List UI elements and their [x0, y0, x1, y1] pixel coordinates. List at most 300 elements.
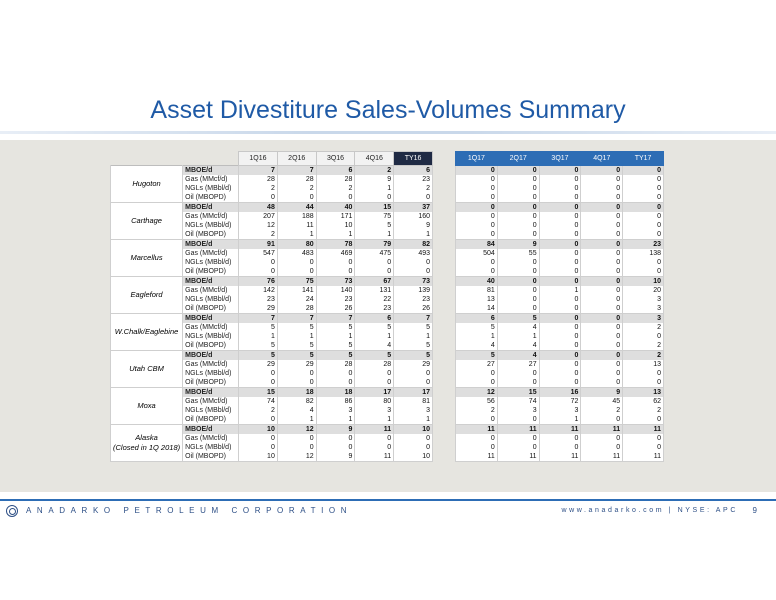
value-cell-2016: 7	[394, 314, 433, 324]
value-cell-2016: 131	[355, 286, 394, 295]
table-row	[111, 314, 433, 324]
value-cell-2017: 13	[456, 295, 498, 304]
table-row	[111, 351, 433, 361]
table-row	[456, 397, 664, 406]
asset-name-cell	[111, 166, 183, 203]
value-cell-2017: 1	[456, 332, 498, 341]
value-cell-2016: 1	[394, 415, 433, 425]
value-cell-2017: 11	[623, 452, 664, 462]
value-cell-2016: 0	[355, 193, 394, 203]
value-cell-2016: 6	[355, 314, 394, 324]
value-cell-2017: 62	[623, 397, 664, 406]
value-cell-2016: 5	[316, 323, 355, 332]
value-cell-2016: 5	[316, 351, 355, 361]
table-row	[456, 286, 664, 295]
value-cell-2017: 0	[581, 249, 623, 258]
value-cell-2017: 0	[539, 378, 581, 388]
value-cell-2017: 20	[623, 286, 664, 295]
metric-label: Gas (MMcf/d)	[183, 286, 239, 295]
metric-label: MBOE/d	[183, 314, 239, 324]
value-cell-2016: 5	[239, 323, 278, 332]
value-cell-2017: 0	[497, 369, 539, 378]
value-cell-2017: 0	[456, 221, 498, 230]
table-row	[456, 193, 664, 203]
value-cell-2016: 11	[355, 425, 394, 435]
value-cell-2017: 0	[539, 295, 581, 304]
value-cell-2017: 4	[497, 341, 539, 351]
value-cell-2016: 0	[394, 434, 433, 443]
value-cell-2016: 28	[277, 304, 316, 314]
value-cell-2017: 0	[539, 277, 581, 287]
value-cell-2017: 0	[497, 212, 539, 221]
value-cell-2016: 10	[239, 425, 278, 435]
value-cell-2016: 75	[277, 277, 316, 287]
value-cell-2016: 29	[394, 360, 433, 369]
value-cell-2016: 86	[316, 397, 355, 406]
asset-name: Moxa	[137, 401, 156, 410]
value-cell-2017: 13	[623, 388, 664, 398]
value-cell-2017: 0	[539, 323, 581, 332]
value-cell-2016: 0	[239, 258, 278, 267]
value-cell-2017: 0	[456, 369, 498, 378]
asset-name-cell	[111, 351, 183, 388]
footer-rule	[0, 499, 776, 501]
value-cell-2016: 23	[355, 304, 394, 314]
value-cell-2017: 0	[539, 443, 581, 452]
value-cell-2017: 27	[497, 360, 539, 369]
value-cell-2016: 28	[239, 175, 278, 184]
value-cell-2017: 3	[623, 304, 664, 314]
value-cell-2017: 0	[581, 267, 623, 277]
value-cell-2016: 9	[316, 452, 355, 462]
metric-label: MBOE/d	[183, 388, 239, 398]
value-cell-2016: 3	[316, 406, 355, 415]
value-cell-2017: 0	[623, 221, 664, 230]
asset-name: Marcellus	[130, 253, 163, 262]
value-cell-2016: 0	[277, 193, 316, 203]
value-cell-2017: 11	[497, 452, 539, 462]
value-cell-2017: 0	[623, 203, 664, 213]
value-cell-2017: 0	[497, 203, 539, 213]
value-cell-2017: 0	[539, 360, 581, 369]
value-cell-2017: 3	[623, 314, 664, 324]
metric-label: Oil (MBOPD)	[183, 267, 239, 277]
metric-label: Gas (MMcf/d)	[183, 397, 239, 406]
value-cell-2016: 2	[239, 184, 278, 193]
value-cell-2017: 0	[581, 193, 623, 203]
value-cell-2017: 0	[623, 415, 664, 425]
value-cell-2016: 2	[239, 230, 278, 240]
metric-label: NGLs (MBbl/d)	[183, 295, 239, 304]
value-cell-2016: 28	[277, 175, 316, 184]
value-cell-2017: 0	[539, 230, 581, 240]
metric-label: Gas (MMcf/d)	[183, 175, 239, 184]
value-cell-2016: 0	[239, 193, 278, 203]
value-cell-2016: 1	[316, 332, 355, 341]
value-cell-2016: 80	[277, 240, 316, 250]
value-cell-2017: 15	[497, 388, 539, 398]
value-cell-2017: 11	[456, 452, 498, 462]
value-cell-2017: 0	[497, 295, 539, 304]
metric-label: NGLs (MBbl/d)	[183, 221, 239, 230]
metric-label: NGLs (MBbl/d)	[183, 406, 239, 415]
value-cell-2017: 0	[581, 434, 623, 443]
value-cell-2016: 483	[277, 249, 316, 258]
value-cell-2016: 15	[355, 203, 394, 213]
value-cell-2016: 1	[277, 230, 316, 240]
value-cell-2017: 0	[623, 193, 664, 203]
value-cell-2016: 1	[355, 184, 394, 193]
col-header-3q17: 3Q17	[539, 152, 581, 166]
metric-label: MBOE/d	[183, 425, 239, 435]
value-cell-2017: 0	[623, 369, 664, 378]
value-cell-2017: 81	[456, 286, 498, 295]
table-row	[456, 249, 664, 258]
value-cell-2016: 5	[277, 341, 316, 351]
value-cell-2016: 160	[394, 212, 433, 221]
value-cell-2017: 84	[456, 240, 498, 250]
value-cell-2017: 0	[581, 304, 623, 314]
value-cell-2016: 5	[277, 323, 316, 332]
value-cell-2016: 76	[239, 277, 278, 287]
value-cell-2017: 0	[456, 212, 498, 221]
value-cell-2016: 139	[394, 286, 433, 295]
value-cell-2016: 73	[394, 277, 433, 287]
slide-title: Asset Divestiture Sales-Volumes Summary	[150, 96, 626, 124]
value-cell-2017: 0	[623, 258, 664, 267]
table-row	[111, 277, 433, 287]
value-cell-2017: 0	[497, 267, 539, 277]
value-cell-2017: 0	[581, 166, 623, 176]
value-cell-2016: 40	[316, 203, 355, 213]
asset-note: (Closed in 1Q 2018)	[113, 443, 181, 452]
metric-label: MBOE/d	[183, 277, 239, 287]
value-cell-2017: 74	[497, 397, 539, 406]
table-row	[456, 175, 664, 184]
asset-name: Hugoton	[132, 179, 161, 188]
value-cell-2016: 29	[277, 360, 316, 369]
value-cell-2016: 0	[355, 369, 394, 378]
value-cell-2017: 0	[581, 332, 623, 341]
title-underline	[0, 131, 776, 134]
value-cell-2017: 0	[623, 184, 664, 193]
metric-label: Oil (MBOPD)	[183, 452, 239, 462]
col-header-1q16: 1Q16	[239, 152, 278, 166]
value-cell-2017: 0	[581, 360, 623, 369]
col-header-3q16: 3Q16	[316, 152, 355, 166]
value-cell-2016: 0	[239, 434, 278, 443]
value-cell-2017: 0	[456, 175, 498, 184]
col-header-4q16: 4Q16	[355, 152, 394, 166]
table-row	[456, 267, 664, 277]
value-cell-2017: 0	[581, 258, 623, 267]
value-cell-2017: 0	[623, 166, 664, 176]
asset-name: Carthage	[131, 216, 162, 225]
value-cell-2016: 0	[316, 258, 355, 267]
value-cell-2016: 29	[239, 360, 278, 369]
value-cell-2017: 0	[623, 378, 664, 388]
value-cell-2016: 0	[239, 378, 278, 388]
metric-label: Gas (MMcf/d)	[183, 323, 239, 332]
metric-label: NGLs (MBbl/d)	[183, 443, 239, 452]
value-cell-2016: 73	[316, 277, 355, 287]
asset-name-cell	[111, 425, 183, 462]
metric-label: NGLs (MBbl/d)	[183, 184, 239, 193]
asset-name: Eagleford	[130, 290, 163, 299]
metric-label: Oil (MBOPD)	[183, 304, 239, 314]
table-row	[456, 332, 664, 341]
value-cell-2016: 5	[355, 351, 394, 361]
value-cell-2017: 3	[623, 295, 664, 304]
value-cell-2017: 11	[497, 425, 539, 435]
value-cell-2017: 1	[539, 415, 581, 425]
table-row	[456, 452, 664, 462]
value-cell-2016: 10	[316, 221, 355, 230]
value-cell-2016: 5	[355, 323, 394, 332]
metric-label: MBOE/d	[183, 240, 239, 250]
value-cell-2017: 0	[456, 415, 498, 425]
value-cell-2017: 0	[497, 166, 539, 176]
value-cell-2016: 15	[239, 388, 278, 398]
value-cell-2016: 3	[355, 406, 394, 415]
value-cell-2016: 0	[316, 434, 355, 443]
value-cell-2017: 0	[539, 221, 581, 230]
value-cell-2016: 11	[355, 452, 394, 462]
value-cell-2016: 4	[355, 341, 394, 351]
table-row	[111, 425, 433, 435]
table-row	[456, 369, 664, 378]
value-cell-2016: 17	[394, 388, 433, 398]
value-cell-2017: 11	[623, 425, 664, 435]
value-cell-2017: 0	[497, 434, 539, 443]
value-cell-2017: 0	[581, 443, 623, 452]
value-cell-2016: 0	[355, 267, 394, 277]
value-cell-2016: 0	[316, 193, 355, 203]
metric-label: Gas (MMcf/d)	[183, 249, 239, 258]
value-cell-2017: 0	[539, 240, 581, 250]
value-cell-2016: 28	[355, 360, 394, 369]
value-cell-2016: 0	[394, 369, 433, 378]
table-row	[456, 184, 664, 193]
col-header-1q17: 1Q17	[456, 152, 498, 166]
value-cell-2017: 40	[456, 277, 498, 287]
table-row	[456, 341, 664, 351]
value-cell-2017: 72	[539, 397, 581, 406]
table-row	[456, 351, 664, 361]
value-cell-2017: 3	[497, 406, 539, 415]
value-cell-2017: 0	[456, 193, 498, 203]
value-cell-2016: 44	[277, 203, 316, 213]
value-cell-2016: 1	[316, 230, 355, 240]
value-cell-2016: 0	[316, 267, 355, 277]
asset-name-cell	[111, 314, 183, 351]
value-cell-2016: 0	[277, 434, 316, 443]
value-cell-2017: 4	[456, 341, 498, 351]
value-cell-2016: 91	[239, 240, 278, 250]
value-cell-2016: 2	[277, 184, 316, 193]
value-cell-2016: 23	[394, 295, 433, 304]
value-cell-2016: 18	[316, 388, 355, 398]
value-cell-2017: 9	[581, 388, 623, 398]
value-cell-2017: 0	[539, 369, 581, 378]
value-cell-2017: 0	[539, 267, 581, 277]
value-cell-2016: 2	[239, 406, 278, 415]
value-cell-2017: 16	[539, 388, 581, 398]
metric-label: Oil (MBOPD)	[183, 378, 239, 388]
value-cell-2016: 10	[394, 452, 433, 462]
value-cell-2017: 2	[581, 406, 623, 415]
table-row	[456, 360, 664, 369]
value-cell-2017: 2	[623, 341, 664, 351]
value-cell-2016: 12	[239, 221, 278, 230]
table-row	[456, 415, 664, 425]
value-cell-2017: 0	[581, 221, 623, 230]
table-row	[456, 314, 664, 324]
value-cell-2017: 11	[539, 452, 581, 462]
value-cell-2016: 140	[316, 286, 355, 295]
value-cell-2016: 6	[316, 166, 355, 176]
value-cell-2016: 0	[355, 434, 394, 443]
asset-name: W.Chalk/Eaglebine	[114, 327, 179, 336]
value-cell-2017: 0	[539, 203, 581, 213]
value-cell-2016: 74	[239, 397, 278, 406]
table-row	[456, 277, 664, 287]
asset-name: Utah CBM	[129, 364, 164, 373]
table-row	[456, 304, 664, 314]
col-header-4q17: 4Q17	[581, 152, 623, 166]
value-cell-2017: 0	[539, 304, 581, 314]
header-row-2016	[111, 152, 433, 166]
value-cell-2017: 0	[497, 221, 539, 230]
value-cell-2016: 0	[239, 415, 278, 425]
value-cell-2016: 0	[355, 378, 394, 388]
table-row	[456, 323, 664, 332]
footer-company-name: ANADARKO PETROLEUM CORPORATION	[26, 506, 353, 515]
table-row	[456, 295, 664, 304]
value-cell-2017: 0	[539, 434, 581, 443]
value-cell-2016: 475	[355, 249, 394, 258]
value-cell-2017: 0	[581, 314, 623, 324]
value-cell-2016: 78	[316, 240, 355, 250]
value-cell-2016: 5	[394, 323, 433, 332]
table-row	[456, 388, 664, 398]
value-cell-2017: 4	[497, 351, 539, 361]
value-cell-2017: 5	[456, 323, 498, 332]
value-cell-2017: 10	[623, 277, 664, 287]
value-cell-2016: 28	[316, 360, 355, 369]
value-cell-2017: 0	[497, 378, 539, 388]
value-cell-2016: 17	[355, 388, 394, 398]
value-cell-2017: 0	[456, 203, 498, 213]
value-cell-2017: 0	[623, 230, 664, 240]
value-cell-2016: 1	[277, 415, 316, 425]
value-cell-2016: 67	[355, 277, 394, 287]
header-row-2017	[456, 152, 664, 166]
asset-name-cell	[111, 240, 183, 277]
value-cell-2016: 7	[277, 314, 316, 324]
footer-website-ticker: www.anadarko.com | NYSE: APC	[561, 507, 738, 514]
value-cell-2017: 0	[539, 166, 581, 176]
col-header-ty16: TY16	[394, 152, 433, 166]
value-cell-2016: 28	[316, 175, 355, 184]
value-cell-2016: 0	[316, 378, 355, 388]
value-cell-2017: 0	[456, 258, 498, 267]
value-cell-2017: 0	[581, 212, 623, 221]
value-cell-2017: 0	[581, 175, 623, 184]
metric-label: MBOE/d	[183, 351, 239, 361]
anadarko-logo-icon	[6, 505, 18, 517]
value-cell-2017: 5	[497, 314, 539, 324]
value-cell-2017: 0	[539, 341, 581, 351]
metric-label: Oil (MBOPD)	[183, 341, 239, 351]
value-cell-2017: 2	[623, 323, 664, 332]
value-cell-2016: 188	[277, 212, 316, 221]
value-cell-2016: 2	[394, 184, 433, 193]
value-cell-2017: 0	[539, 314, 581, 324]
value-cell-2016: 0	[277, 369, 316, 378]
table-row	[111, 240, 433, 250]
value-cell-2016: 1	[394, 332, 433, 341]
metric-label: NGLs (MBbl/d)	[183, 258, 239, 267]
value-cell-2016: 5	[277, 351, 316, 361]
value-cell-2016: 29	[239, 304, 278, 314]
value-cell-2016: 4	[277, 406, 316, 415]
asset-name: Alaska	[135, 433, 158, 442]
table-row	[456, 166, 664, 176]
table-row	[456, 240, 664, 250]
table-row	[456, 230, 664, 240]
value-cell-2016: 79	[355, 240, 394, 250]
value-cell-2016: 1	[239, 332, 278, 341]
value-cell-2016: 171	[316, 212, 355, 221]
value-cell-2017: 0	[581, 286, 623, 295]
value-cell-2017: 0	[456, 230, 498, 240]
value-cell-2017: 2	[623, 351, 664, 361]
col-header-2q17: 2Q17	[497, 152, 539, 166]
value-cell-2016: 5	[355, 221, 394, 230]
metric-label: Gas (MMcf/d)	[183, 360, 239, 369]
value-cell-2016: 1	[355, 332, 394, 341]
value-cell-2017: 0	[581, 378, 623, 388]
value-cell-2016: 75	[355, 212, 394, 221]
value-cell-2017: 0	[581, 341, 623, 351]
value-cell-2017: 0	[581, 230, 623, 240]
value-cell-2017: 2	[456, 406, 498, 415]
value-cell-2017: 13	[623, 360, 664, 369]
table-row	[456, 221, 664, 230]
volumes-table-2016	[110, 151, 433, 462]
value-cell-2017: 0	[539, 249, 581, 258]
value-cell-2016: 0	[355, 258, 394, 267]
value-cell-2017: 0	[581, 415, 623, 425]
table-row	[111, 388, 433, 398]
value-cell-2016: 48	[239, 203, 278, 213]
table-row	[456, 212, 664, 221]
col-header-ty17: TY17	[623, 152, 664, 166]
table-row	[456, 258, 664, 267]
value-cell-2017: 0	[539, 258, 581, 267]
value-cell-2016: 26	[394, 304, 433, 314]
value-cell-2017: 0	[581, 369, 623, 378]
value-cell-2017: 2	[623, 406, 664, 415]
value-cell-2017: 0	[456, 443, 498, 452]
value-cell-2016: 0	[239, 443, 278, 452]
value-cell-2017: 0	[497, 443, 539, 452]
value-cell-2016: 1	[355, 415, 394, 425]
value-cell-2016: 207	[239, 212, 278, 221]
value-cell-2016: 12	[277, 452, 316, 462]
value-cell-2016: 0	[355, 443, 394, 452]
